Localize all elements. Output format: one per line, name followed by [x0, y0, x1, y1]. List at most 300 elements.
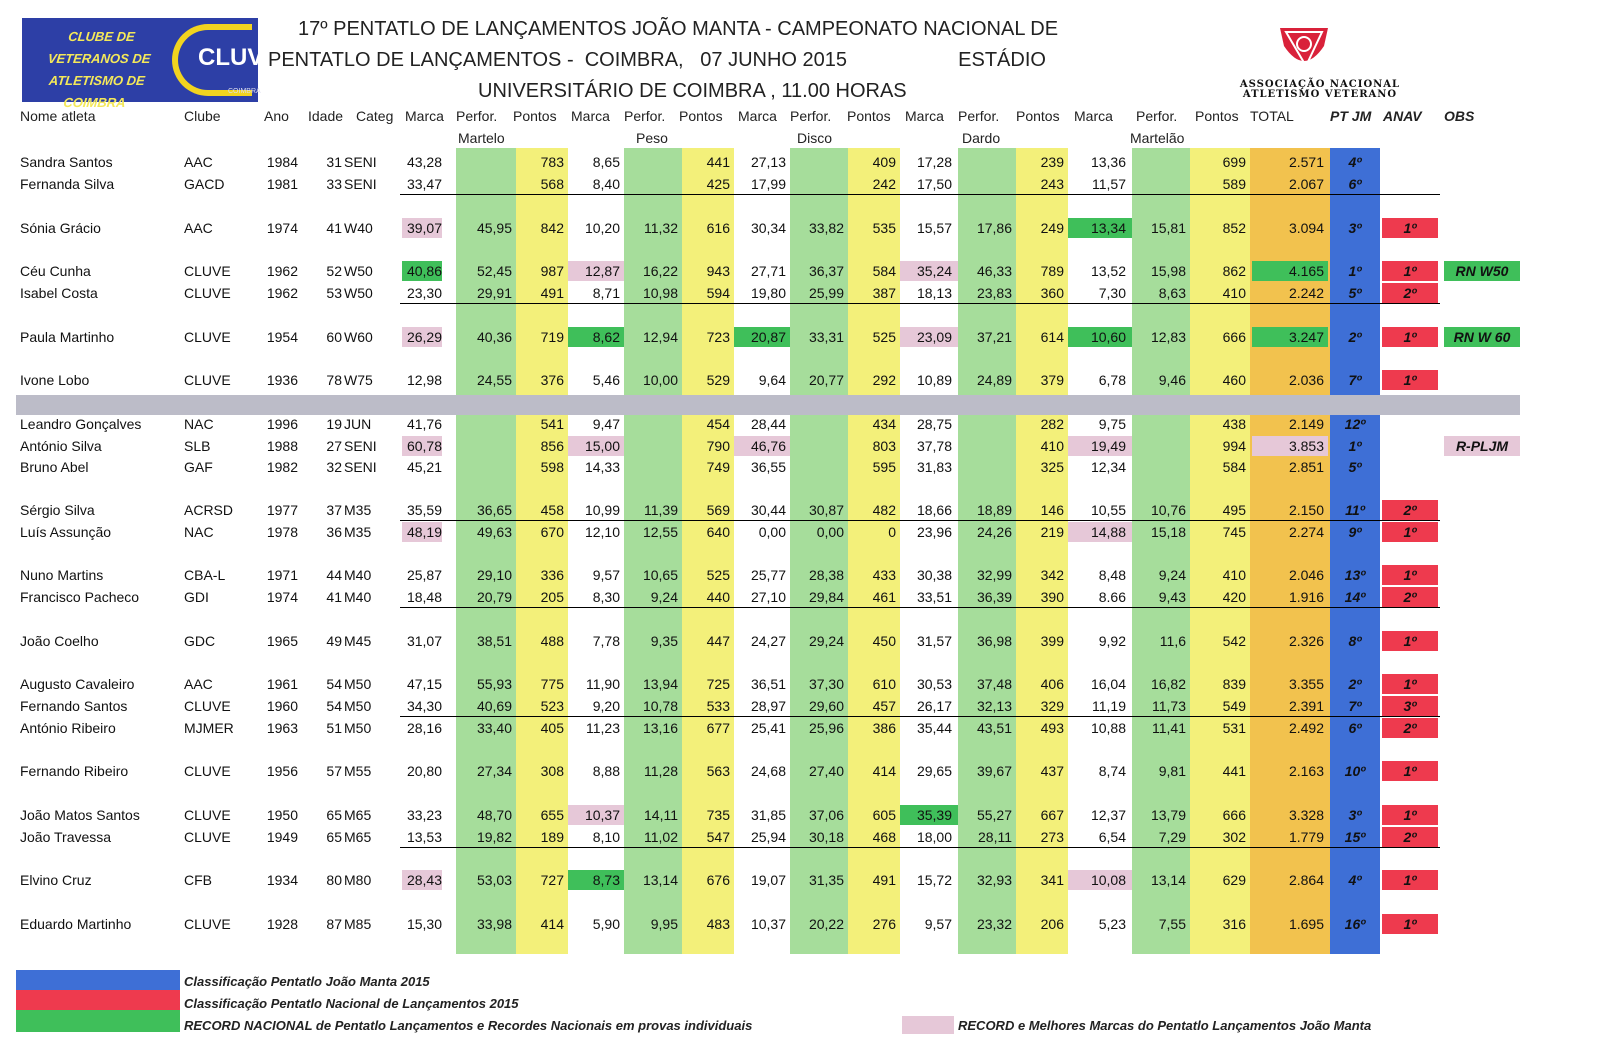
cell-anav [1382, 413, 1438, 435]
col-header-pontos-3: Pontos [847, 108, 891, 124]
group-underline [400, 194, 1440, 195]
cell-pt2: 725 [706, 676, 730, 692]
cell-categ: M35 [344, 502, 372, 518]
cell-ptjm: 3º [1348, 807, 1362, 823]
cell-anav: 1º [1403, 916, 1417, 932]
cell-anav: 1º [1403, 633, 1417, 649]
cell-categ: W60 [344, 329, 373, 345]
cell-p1: 27,34 [476, 763, 512, 779]
cell-p2: 12,94 [642, 329, 678, 345]
cell-p5: 11,73 [1152, 698, 1186, 714]
cell-m2: 8,40 [592, 176, 620, 192]
cell-obs: RN W 60 [1453, 329, 1511, 345]
cell-m3: 10,37 [750, 916, 786, 932]
cell-obs [1444, 282, 1520, 304]
cell-p2 [624, 413, 678, 435]
cell-p2: 13,16 [642, 720, 678, 736]
cell-categ: M40 [344, 567, 372, 583]
cell-pt3: 584 [872, 263, 896, 279]
cell-pt4: 219 [1040, 524, 1064, 540]
col-header-pontos-2: Pontos [679, 108, 723, 124]
cell-m4: 26,17 [916, 698, 952, 714]
cell-p1: 40,36 [476, 329, 512, 345]
cell-clube: MJMER [184, 720, 234, 736]
cell-p5: 11,41 [1152, 720, 1186, 736]
cell-idade: 27 [326, 438, 342, 454]
cell-clube: CFB [184, 872, 212, 888]
cell-nome: António Silva [20, 438, 102, 454]
cell-pt2: 454 [706, 416, 730, 432]
table-row [0, 804, 1600, 826]
cell-ano: 1978 [266, 524, 298, 540]
cell-categ: M65 [344, 807, 372, 823]
cell-p1: 33,40 [476, 720, 512, 736]
cell-obs [1444, 630, 1520, 652]
table-row [0, 564, 1600, 586]
table-row [0, 673, 1600, 695]
cell-total: 2.391 [1288, 698, 1324, 714]
cell-obs [1444, 826, 1520, 848]
cell-p1: 38,51 [476, 633, 512, 649]
cell-p1: 33,98 [476, 916, 512, 932]
cell-categ: W50 [344, 263, 373, 279]
cell-pt2: 616 [706, 220, 730, 236]
cell-obs [1444, 869, 1520, 891]
cell-pt1: 842 [540, 220, 564, 236]
cell-pt3: 292 [872, 372, 896, 388]
cell-pt2: 425 [706, 176, 730, 192]
table-row [0, 260, 1600, 282]
cell-m2: 5,46 [592, 372, 620, 388]
cell-anav: 1º [1403, 329, 1417, 345]
cell-pt1: 719 [540, 329, 564, 345]
cell-m1: 13,53 [406, 829, 442, 845]
table-row [0, 521, 1600, 543]
cell-nome: Fernando Santos [20, 698, 128, 714]
cell-total: 1.695 [1288, 916, 1324, 932]
cell-m1: 48,19 [406, 524, 442, 540]
cell-pt1: 414 [540, 916, 564, 932]
cell-pt5: 495 [1222, 502, 1246, 518]
cell-m3: 19,07 [750, 872, 786, 888]
cell-m5: 6,78 [1098, 372, 1126, 388]
cell-m4: 37,78 [916, 438, 952, 454]
cell-m1: 39,07 [406, 220, 442, 236]
cell-m5: 12,34 [1090, 459, 1126, 475]
col-header-event-2: Peso [636, 130, 668, 146]
cell-pt3: 803 [872, 438, 896, 454]
cell-ano: 1956 [266, 763, 298, 779]
cell-obs [1444, 717, 1520, 739]
cell-pt2: 563 [706, 763, 730, 779]
cell-p4: 23,32 [976, 916, 1012, 932]
cell-m3: 31,85 [750, 807, 786, 823]
col-header-idade: Idade [308, 108, 344, 124]
cell-obs [1444, 217, 1520, 239]
cell-p3: 25,99 [808, 285, 844, 301]
cell-m3: 30,44 [750, 502, 786, 518]
cell-m4: 15,72 [916, 872, 952, 888]
cell-m3: 20,87 [750, 329, 786, 345]
cell-m2: 10,37 [584, 807, 620, 823]
cell-p4 [958, 456, 1012, 478]
cell-m2: 8,65 [592, 154, 620, 170]
cell-pt1: 488 [540, 633, 564, 649]
cell-m5: 13,52 [1090, 263, 1126, 279]
cell-pt1: 655 [540, 807, 564, 823]
cell-m2: 12,10 [584, 524, 620, 540]
cell-pt4: 406 [1040, 676, 1064, 692]
cell-p4: 43,51 [976, 720, 1012, 736]
cell-pt2: 483 [706, 916, 730, 932]
cell-anav: 1º [1403, 676, 1417, 692]
cell-ptjm: 8º [1348, 633, 1362, 649]
cell-m1: 23,30 [406, 285, 442, 301]
cell-pt4: 325 [1040, 459, 1064, 475]
cell-p1: 19,82 [476, 829, 512, 845]
cell-idade: 53 [326, 285, 342, 301]
cluve-logo-line-1: CLUBE DE VETERANOS DE [47, 29, 152, 66]
cell-anav [1382, 173, 1438, 195]
cell-p2: 9,24 [650, 589, 678, 605]
cell-m2: 8,10 [592, 829, 620, 845]
cell-nome: Paula Martinho [20, 329, 115, 345]
cell-pt3: 535 [872, 220, 896, 236]
cell-m5: 8.66 [1098, 589, 1126, 605]
group-underline [400, 607, 1440, 608]
cell-pt1: 308 [540, 763, 564, 779]
cell-pt4: 206 [1040, 916, 1064, 932]
cell-m1: 18,48 [406, 589, 442, 605]
cell-m4: 17,28 [916, 154, 952, 170]
cell-ptjm: 1º [1348, 438, 1362, 454]
cell-nome: Céu Cunha [20, 263, 91, 279]
table-row [0, 435, 1600, 457]
cluve-logo-text [23, 26, 172, 114]
cell-obs [1444, 521, 1520, 543]
cell-m5: 10,88 [1090, 720, 1126, 736]
cell-m2: 10,20 [584, 220, 620, 236]
cell-pt3: 450 [872, 633, 896, 649]
cell-categ: M35 [344, 524, 372, 540]
cell-pt3: 414 [872, 763, 896, 779]
cell-total: 2.067 [1288, 176, 1324, 192]
cell-m1: 60,78 [406, 438, 442, 454]
cell-p1 [456, 151, 512, 173]
cluve-logo-line-2: ATLETISMO DE COIMBRA [48, 73, 146, 110]
cell-total: 3.853 [1288, 438, 1324, 454]
cell-anav: 1º [1403, 220, 1417, 236]
cell-categ: M55 [344, 763, 372, 779]
cell-pt3: 457 [872, 698, 896, 714]
cell-m5: 10,60 [1090, 329, 1126, 345]
legend-red-text: Classificação Pentatlo Nacional de Lançamentos 2015 [184, 996, 519, 1011]
cell-obs [1444, 673, 1520, 695]
cell-pt1: 598 [540, 459, 564, 475]
cell-m5: 19,49 [1090, 438, 1126, 454]
cell-m2: 15,00 [584, 438, 620, 454]
cell-obs [1444, 564, 1520, 586]
cell-m4: 9,57 [924, 916, 952, 932]
cell-pt1: 775 [540, 676, 564, 692]
cell-p2: 13,14 [642, 872, 678, 888]
cell-pt5: 699 [1222, 154, 1246, 170]
cell-m3: 28,44 [750, 416, 786, 432]
cell-pt3: 525 [872, 329, 896, 345]
cell-p3 [790, 173, 844, 195]
cell-pt2: 749 [706, 459, 730, 475]
table-row [0, 413, 1600, 435]
cell-p2: 10,78 [642, 698, 678, 714]
cell-p3: 30,87 [808, 502, 844, 518]
cell-m2: 11,23 [586, 720, 620, 736]
cell-m2: 9,57 [592, 567, 620, 583]
cell-nome: Bruno Abel [20, 459, 89, 475]
cell-total: 2.274 [1288, 524, 1324, 540]
cell-clube: SLB [184, 438, 211, 454]
cell-p4: 37,21 [976, 329, 1012, 345]
cell-p4 [958, 413, 1012, 435]
cell-anav: 2º [1403, 720, 1417, 736]
cell-p3: 0,00 [816, 524, 844, 540]
cell-ptjm: 2º [1348, 676, 1362, 692]
cell-m5: 7,30 [1098, 285, 1126, 301]
cell-p3: 36,37 [808, 263, 844, 279]
cell-pt4: 379 [1040, 372, 1064, 388]
cell-p1: 20,79 [476, 589, 512, 605]
cell-m1: 35,59 [406, 502, 442, 518]
cell-p4: 39,67 [976, 763, 1012, 779]
cell-clube: AAC [184, 220, 213, 236]
cell-m4: 35,44 [916, 720, 952, 736]
cell-pt1: 405 [540, 720, 564, 736]
cell-p4: 46,33 [976, 263, 1012, 279]
cell-p5: 12,83 [1150, 329, 1186, 345]
cell-p3: 27,40 [808, 763, 844, 779]
anav-emblem-icon [1276, 24, 1332, 76]
cell-m1: 41,76 [406, 416, 442, 432]
cell-ptjm: 7º [1348, 372, 1362, 388]
cell-p5: 9,43 [1158, 589, 1186, 605]
cell-pt2: 676 [706, 872, 730, 888]
cell-clube: CLUVE [184, 285, 231, 301]
title-line-2: PENTATLO DE LANÇAMENTOS - COIMBRA, 07 JUNHO 2015 ESTÁDIO [268, 49, 1046, 71]
cell-pt3: 605 [872, 807, 896, 823]
cell-m4: 18,66 [916, 502, 952, 518]
cell-total: 2.851 [1288, 459, 1324, 475]
cell-m1: 31,07 [406, 633, 442, 649]
cell-p5 [1132, 173, 1186, 195]
cell-total: 2.571 [1288, 154, 1324, 170]
col-header-ano: Ano [264, 108, 289, 124]
cell-idade: 54 [326, 698, 342, 714]
cell-ano: 1981 [266, 176, 298, 192]
cell-obs [1444, 586, 1520, 608]
cell-total: 2.036 [1288, 372, 1324, 388]
cell-pt3: 433 [872, 567, 896, 583]
cell-m5: 9,92 [1098, 633, 1126, 649]
cell-pt3: 409 [872, 154, 896, 170]
col-header-nome: Nome atleta [20, 108, 96, 124]
cell-pt2: 735 [706, 807, 730, 823]
cell-pt5: 994 [1222, 438, 1246, 454]
cell-m4: 35,24 [916, 263, 952, 279]
cell-p5: 11,6 [1159, 633, 1186, 649]
cell-p1 [456, 173, 512, 195]
cell-p1: 29,10 [476, 567, 512, 583]
cell-p3: 37,30 [808, 676, 844, 692]
col-header-pontos-1: Pontos [513, 108, 557, 124]
cell-m3: 19,80 [750, 285, 786, 301]
cell-p4: 32,13 [976, 698, 1012, 714]
cell-m5: 5,23 [1098, 916, 1126, 932]
cell-nome: Eduardo Martinho [20, 916, 132, 932]
cell-idade: 41 [326, 220, 342, 236]
cell-p5: 7,29 [1158, 829, 1186, 845]
cell-ptjm: 11º [1345, 502, 1365, 518]
cell-p5: 16,82 [1150, 676, 1186, 692]
cell-clube: CLUVE [184, 372, 231, 388]
cell-p2: 11,39 [644, 502, 678, 518]
cell-p2: 9,35 [650, 633, 678, 649]
cell-ptjm: 5º [1348, 459, 1362, 475]
cell-categ: SENI [344, 154, 377, 170]
cell-clube: CBA-L [184, 567, 226, 583]
cell-pt4: 329 [1040, 698, 1064, 714]
cell-total: 1.779 [1288, 829, 1324, 845]
cell-categ: SENI [344, 438, 377, 454]
col-header-perfor-1: Perfor. [456, 108, 498, 124]
col-header-clube: Clube [184, 108, 221, 124]
cell-pt2: 943 [706, 263, 730, 279]
cell-ano: 1965 [266, 633, 298, 649]
cell-m5: 12,37 [1090, 807, 1126, 823]
cell-p1 [456, 413, 512, 435]
cell-obs [1444, 151, 1520, 173]
cell-p2: 11,32 [644, 220, 678, 236]
cell-pt4: 341 [1040, 872, 1064, 888]
cell-pt5: 441 [1222, 763, 1246, 779]
cell-nome: João Coelho [20, 633, 99, 649]
cell-obs: RN W50 [1455, 263, 1509, 279]
cell-ano: 1960 [266, 698, 298, 714]
cell-ptjm: 5º [1348, 285, 1362, 301]
cell-p2: 16,22 [642, 263, 678, 279]
cell-m2: 12,87 [584, 263, 620, 279]
cell-pt5: 839 [1222, 676, 1246, 692]
cell-p5 [1132, 413, 1186, 435]
cell-m1: 47,15 [406, 676, 442, 692]
cell-pt5: 666 [1222, 807, 1246, 823]
cell-pt1: 189 [540, 829, 564, 845]
cell-clube: CLUVE [184, 807, 231, 823]
cell-pt1: 458 [540, 502, 564, 518]
cell-m2: 5,90 [592, 916, 620, 932]
cell-pt4: 789 [1040, 263, 1064, 279]
cell-total: 4.165 [1288, 263, 1324, 279]
col-header-marca-4: Marca [905, 108, 944, 124]
cell-pt4: 243 [1040, 176, 1064, 192]
cell-ptjm: 1º [1348, 263, 1362, 279]
cell-p3: 30,18 [808, 829, 844, 845]
cell-p5: 9,46 [1158, 372, 1186, 388]
cell-p5: 9,24 [1158, 567, 1186, 583]
cell-ptjm: 3º [1348, 220, 1362, 236]
cell-clube: CLUVE [184, 263, 231, 279]
cell-anav: 1º [1403, 807, 1417, 823]
col-header-marca-2: Marca [571, 108, 610, 124]
title-line-3: UNIVERSITÁRIO DE COIMBRA , 11.00 HORAS [478, 80, 907, 102]
cell-p4 [958, 173, 1012, 195]
table-row [0, 717, 1600, 739]
cell-m5: 14,88 [1090, 524, 1126, 540]
cell-pt2: 547 [706, 829, 730, 845]
cell-p2: 11,02 [644, 829, 678, 845]
cell-pt5: 666 [1222, 329, 1246, 345]
cell-pt5: 438 [1222, 416, 1246, 432]
cell-p5: 9,81 [1158, 763, 1186, 779]
cell-p2: 10,00 [642, 372, 678, 388]
cell-p3 [790, 435, 844, 457]
cell-m2: 8,30 [592, 589, 620, 605]
cell-pt5: 316 [1222, 916, 1246, 932]
cell-ano: 1949 [266, 829, 298, 845]
cell-obs [1444, 456, 1520, 478]
cell-clube: AAC [184, 676, 213, 692]
cell-categ: W50 [344, 285, 373, 301]
cell-pt2: 529 [706, 372, 730, 388]
cell-p1: 24,55 [476, 372, 512, 388]
cell-p4 [958, 151, 1012, 173]
cell-m2: 10,99 [584, 502, 620, 518]
cell-nome: Sónia Grácio [20, 220, 101, 236]
cell-pt1: 987 [540, 263, 564, 279]
cell-ano: 1984 [266, 154, 298, 170]
cell-clube: CLUVE [184, 329, 231, 345]
cell-idade: 33 [326, 176, 342, 192]
cell-m4: 18,00 [916, 829, 952, 845]
cell-m5: 6,54 [1098, 829, 1126, 845]
legend-green-text: RECORD NACIONAL de Pentatlo Lançamentos e Recordes Nacionais em provas individuais [184, 1018, 753, 1033]
cell-nome: Fernanda Silva [20, 176, 115, 192]
cell-p4: 36,39 [976, 589, 1012, 605]
col-header-event-4: Dardo [962, 130, 1001, 146]
table-row [0, 869, 1600, 891]
cell-p5: 13,79 [1150, 807, 1186, 823]
col-header-event-5: Martelão [1130, 130, 1185, 146]
cell-ptjm: 2º [1348, 329, 1362, 345]
cell-m4: 23,96 [916, 524, 952, 540]
cell-ptjm: 12º [1344, 416, 1366, 432]
cell-ptjm: 10º [1344, 763, 1366, 779]
cell-m1: 28,16 [406, 720, 442, 736]
cell-p4 [958, 435, 1012, 457]
cell-ano: 1974 [266, 589, 298, 605]
cell-m3: 30,34 [750, 220, 786, 236]
cell-m4: 31,57 [916, 633, 952, 649]
cell-m1: 20,80 [406, 763, 442, 779]
cell-p5 [1132, 456, 1186, 478]
cell-idade: 41 [326, 589, 342, 605]
cell-idade: 65 [326, 807, 342, 823]
cell-pt4: 239 [1040, 154, 1064, 170]
cell-categ: SENI [344, 459, 377, 475]
cell-m1: 43,28 [406, 154, 442, 170]
table-row [0, 456, 1600, 478]
cell-categ: M40 [344, 589, 372, 605]
cell-p1 [456, 456, 512, 478]
cell-ano: 1954 [266, 329, 298, 345]
